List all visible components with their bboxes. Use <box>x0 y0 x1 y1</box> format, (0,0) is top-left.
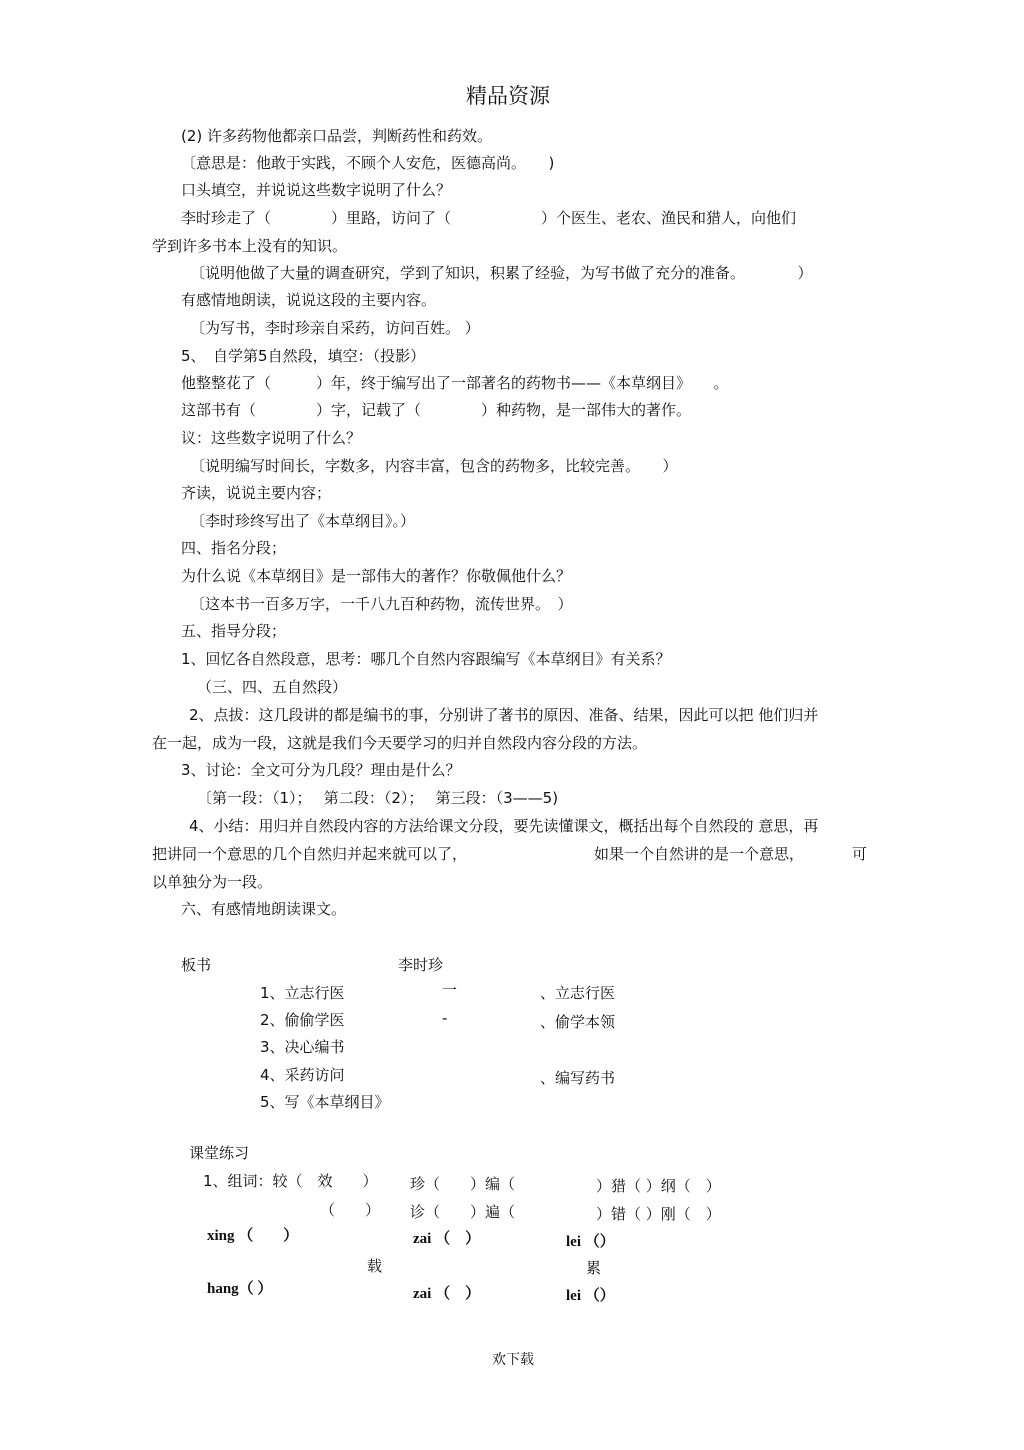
line-22: 2、点拔：这几段讲的都是编书的事，分别讲了著书的原因、准备、结果，因此可以把 他们归并 <box>189 706 819 724</box>
line-28: 以单独分为一段。 <box>152 873 273 891</box>
line-12: 议：这些数字说明了什么？ <box>181 429 362 447</box>
pinyin-zai-1: zai （ ） <box>413 1231 481 1247</box>
board-result-2: 、偷学本领 <box>540 1013 616 1031</box>
line-3: 口头填空，并说说这些数字说明了什么？ <box>181 181 452 199</box>
pinyin-lei-2: lei （） <box>566 1288 615 1304</box>
board-item-2: 2、偷偷学医 <box>260 1011 345 1029</box>
board-item-1: 1、立志行医 <box>260 984 345 1002</box>
line-27c: 可 <box>852 845 868 863</box>
board-dash-2: - <box>442 1009 448 1027</box>
line-23: 在一起，成为一段，这就是我们今天要学习的归并自然段内容分段的方法。 <box>152 734 648 752</box>
board-result-1: 、立志行医 <box>540 984 616 1002</box>
pinyin-lei-1: lei （） <box>566 1234 615 1250</box>
line-8: 〔为写书，李时珍亲自采药，访问百姓。 ） <box>190 319 480 337</box>
pinyin-xing: xing （ ） <box>207 1228 299 1244</box>
line-26: 4、小结：用归并自然段内容的方法给课文分段，要先读懂课文，概括出每个自然段的 意思，再 <box>189 817 819 835</box>
exercise-row1-b: 珍（ ）编（ <box>410 1175 516 1193</box>
line-7: 有感情地朗读，说说这段的主要内容。 <box>181 291 437 309</box>
line-6: 〔说明他做了大量的调查研究，学到了知识，积累了经验，为写书做了充分的准备。 ） <box>190 264 813 282</box>
pinyin-hang: hang（ ） <box>207 1281 273 1297</box>
line-13: 〔说明编写时间长，字数多，内容丰富，包含的药物多，比较完善。 ） <box>190 457 678 475</box>
exercise-label: 课堂练习 <box>189 1144 250 1162</box>
line-11: 这部书有（ ）字，记载了（ ）种药物，是一部伟大的著作。 <box>181 401 692 419</box>
line-27a: 把讲同一个意思的几个自然归并起来就可以了， <box>152 845 468 863</box>
board-label: 板书 <box>181 956 212 974</box>
line-1: (2) 许多药物他都亲口品尝，判断药性和药效。 <box>181 127 493 145</box>
line-29: 六、有感情地朗读课文。 <box>181 900 347 918</box>
exercise-row2-a: （ ） <box>320 1201 381 1219</box>
exercise-row2-b: 诊（ ）遍（ <box>410 1203 516 1221</box>
exercise-row2-c: ）错（ ）刚（ ） <box>596 1205 721 1223</box>
line-19: 五、指导分段； <box>181 622 287 640</box>
line-17: 为什么说《本草纲目》是一部伟大的著作？你敬佩他什么？ <box>181 567 572 585</box>
line-21: （三、四、五自然段） <box>197 678 348 696</box>
exercise-row1-a: 1、组词：较（ 效 ） <box>203 1172 378 1190</box>
footer-text: 欢下载 <box>492 1352 534 1368</box>
line-10: 他整整花了（ ）年，终于编写出了一部著名的药物书——《本草纲目》 。 <box>181 374 729 392</box>
board-result-3: 、编写药书 <box>540 1069 616 1087</box>
line-27b: 如果一个自然讲的是一个意思， <box>594 845 805 863</box>
line-14: 齐读，说说主要内容； <box>181 484 332 502</box>
line-4: 李时珍走了（ ）里路，访问了（ ）个医生、老农、渔民和猎人，向他们 <box>181 209 797 227</box>
line-25: 〔第一段：（1）； 第二段：（2）； 第三段：（3——5) <box>197 789 559 807</box>
char-zai: 载 <box>367 1257 383 1275</box>
line-20: 1、回忆各自然段意，思考：哪几个自然内容跟编写《本草纲目》有关系？ <box>181 650 671 668</box>
line-5: 学到许多书本上没有的知识。 <box>152 237 348 255</box>
board-subject: 李时珍 <box>398 956 444 974</box>
line-15: 〔李时珍终写出了《本草纲目》。） <box>190 512 416 530</box>
board-item-5: 5、写《本草纲目》 <box>260 1093 390 1111</box>
line-16: 四、指名分段； <box>181 539 287 557</box>
line-18: 〔这本书一百多万字，一千八九百种药物，流传世界。 ） <box>190 595 573 613</box>
pinyin-zai-2: zai （ ） <box>413 1286 481 1302</box>
exercise-row1-c: ）猎（ ）纲（ ） <box>596 1177 721 1195</box>
line-9: 5、 自学第5自然段，填空：（投影） <box>181 347 426 365</box>
board-dash-1: 一 <box>442 981 458 999</box>
line-24: 3、讨论：全文可分为几段？理由是什么？ <box>181 761 461 779</box>
page-title: 精品资源 <box>466 84 550 108</box>
line-2: 〔意思是：他敢于实践，不顾个人安危，医德高尚。 ) <box>181 154 555 172</box>
board-item-3: 3、决心编书 <box>260 1038 345 1056</box>
board-item-4: 4、采药访问 <box>260 1066 345 1084</box>
char-lei: 累 <box>586 1259 602 1277</box>
